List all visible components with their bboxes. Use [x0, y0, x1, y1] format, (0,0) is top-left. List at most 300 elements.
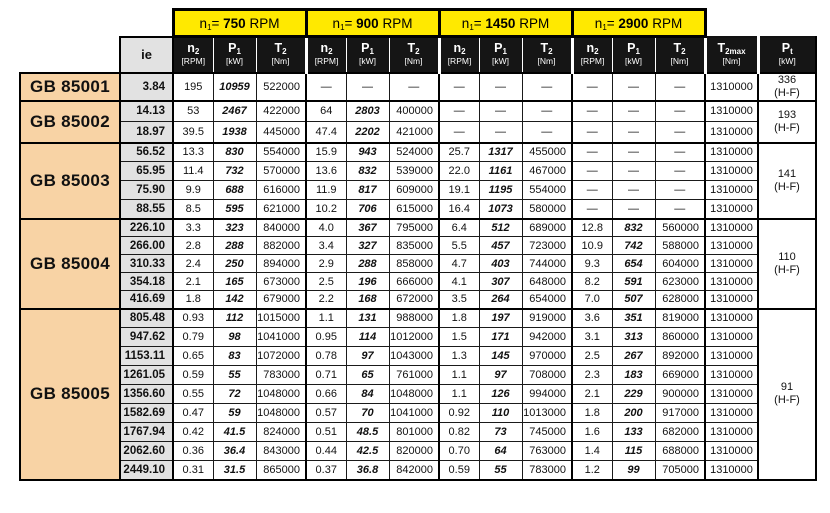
n2-cell: 1.8 — [439, 309, 479, 328]
p1-cell: 65 — [346, 366, 389, 385]
t2-cell: 588000 — [655, 237, 705, 255]
n2-cell: — — [439, 122, 479, 143]
n2-cell: 195 — [173, 73, 213, 101]
table-row — [20, 404, 816, 423]
n2-cell: 53 — [173, 101, 213, 122]
pt-note: (H-F) — [774, 180, 800, 193]
t2max-cell: 1310000 — [705, 143, 758, 162]
n2-cell: 3.5 — [439, 291, 479, 309]
p1-cell: 171 — [479, 328, 522, 347]
t2-cell: 865000 — [256, 461, 306, 480]
col-symbol-base: P — [494, 41, 503, 56]
n2-cell: — — [572, 122, 612, 143]
pt-value: 91 — [780, 381, 794, 393]
speed-unit: RPM — [245, 15, 280, 31]
ie-cell: 88.55 — [120, 200, 173, 219]
t2-cell: — — [522, 101, 572, 122]
p1-cell: 10959 — [213, 73, 256, 101]
n2-cell: 2.1 — [572, 385, 612, 404]
n2-cell: 0.44 — [306, 442, 346, 461]
ie-cell: 14.13 — [120, 101, 173, 122]
col-unit: [kW] — [625, 56, 642, 67]
n2-cell: 0.65 — [173, 347, 213, 366]
n2-cell: 1.1 — [439, 366, 479, 385]
n2-cell: 64 — [306, 101, 346, 122]
p1-cell: 307 — [479, 273, 522, 291]
t2-cell: 1043000 — [389, 347, 439, 366]
t2-cell: 1041000 — [256, 328, 306, 347]
n2-cell: 0.82 — [439, 423, 479, 442]
table-row — [20, 366, 816, 385]
col-symbol — [390, 42, 438, 56]
p1-cell: 36.4 — [213, 442, 256, 461]
n2-cell: 7.0 — [572, 291, 612, 309]
ie-cell: 1767.94 — [120, 423, 173, 442]
T2-column-header — [256, 37, 306, 73]
n2-cell: 3.4 — [306, 237, 346, 255]
ie-cell: 3.84 — [120, 73, 173, 101]
t2-cell: 1048000 — [389, 385, 439, 404]
n2-cell: 0.51 — [306, 423, 346, 442]
t2max-cell: 1310000 — [705, 347, 758, 366]
pt-note: (H-F) — [774, 263, 800, 276]
p1-cell: 595 — [213, 200, 256, 219]
p1-cell: 2467 — [213, 101, 256, 122]
T2-column-header — [655, 37, 705, 73]
col-symbol-base: T — [717, 41, 726, 55]
t2max-cell: 1310000 — [705, 162, 758, 181]
p1-cell: 70 — [346, 404, 389, 423]
ie-cell: 18.97 — [120, 122, 173, 143]
n2-column-header — [572, 37, 612, 73]
table-row — [20, 219, 816, 237]
speed-value: 750 — [223, 15, 246, 31]
n2-cell: 3.6 — [572, 309, 612, 328]
pt-value: 336 — [777, 73, 797, 86]
t2max-cell: 1310000 — [705, 200, 758, 219]
pt-cell — [758, 219, 816, 309]
ie-cell: 354.18 — [120, 273, 173, 291]
n2-cell: 1.2 — [572, 461, 612, 480]
col-unit: [kW] — [359, 56, 376, 67]
speed-symbol: n — [461, 15, 470, 31]
column-header-row — [20, 37, 816, 73]
p1-cell: 110 — [479, 404, 522, 423]
col-unit: [Nm] — [670, 56, 689, 67]
ie-cell: 310.33 — [120, 255, 173, 273]
header-spacer-model — [20, 37, 120, 73]
n2-cell: 2.4 — [173, 255, 213, 273]
ie-cell: 1261.05 — [120, 366, 173, 385]
n2-cell: — — [439, 101, 479, 122]
n2-cell: 10.9 — [572, 237, 612, 255]
n2-cell: 2.2 — [306, 291, 346, 309]
col-unit: [Nm] — [271, 56, 290, 67]
t2max-cell: 1310000 — [705, 461, 758, 480]
t2-cell: 1015000 — [256, 309, 306, 328]
table-row — [20, 162, 816, 181]
n2-cell: — — [572, 143, 612, 162]
n2-cell: 0.59 — [173, 366, 213, 385]
p1-cell: — — [612, 181, 655, 200]
col-symbol-sub: 1 — [502, 47, 507, 57]
speed-symbol: n — [594, 15, 603, 31]
t2max-cell: 1310000 — [705, 73, 758, 101]
t2-cell: — — [655, 181, 705, 200]
t2-cell: 648000 — [522, 273, 572, 291]
model-cell: GB 85003 — [20, 143, 120, 219]
ie-cell: 56.52 — [120, 143, 173, 162]
col-symbol — [257, 42, 305, 56]
p1-cell: 732 — [213, 162, 256, 181]
p1-cell: 31.5 — [213, 461, 256, 480]
n2-cell: 3.3 — [173, 219, 213, 237]
t2-cell: 820000 — [389, 442, 439, 461]
p1-cell: 183 — [612, 366, 655, 385]
t2-cell: 1048000 — [256, 404, 306, 423]
t2-cell: 666000 — [389, 273, 439, 291]
n2-cell: 0.71 — [306, 366, 346, 385]
table-row — [20, 309, 816, 328]
p1-cell: 42.5 — [346, 442, 389, 461]
table-row — [20, 461, 816, 480]
n2-cell: 0.59 — [439, 461, 479, 480]
n2-cell: 0.31 — [173, 461, 213, 480]
p1-cell: 97 — [346, 347, 389, 366]
t2-cell: 554000 — [256, 143, 306, 162]
table-head — [20, 10, 816, 73]
t2-cell: 616000 — [256, 181, 306, 200]
p1-cell: 126 — [479, 385, 522, 404]
p1-cell: 1195 — [479, 181, 522, 200]
p1-cell: 943 — [346, 143, 389, 162]
p1-cell: 351 — [612, 309, 655, 328]
P1-column-header — [213, 37, 256, 73]
t2-cell: — — [655, 73, 705, 101]
table-row — [20, 255, 816, 273]
pt-cell — [758, 309, 816, 480]
ie-cell: 947.62 — [120, 328, 173, 347]
p1-cell: 84 — [346, 385, 389, 404]
t2-cell: 783000 — [522, 461, 572, 480]
p1-cell: 112 — [213, 309, 256, 328]
t2-cell: 421000 — [389, 122, 439, 143]
t2-cell: 763000 — [522, 442, 572, 461]
p1-cell: 267 — [612, 347, 655, 366]
n2-cell: — — [572, 73, 612, 101]
speed-equals: = — [473, 15, 486, 31]
t2-cell: 445000 — [256, 122, 306, 143]
n2-cell: 6.4 — [439, 219, 479, 237]
col-symbol — [707, 42, 757, 56]
t2-cell: 840000 — [256, 219, 306, 237]
t2max-cell: 1310000 — [705, 181, 758, 200]
col-unit: [Nm] — [404, 56, 423, 67]
col-symbol — [347, 42, 389, 56]
col-symbol-sub: t — [790, 47, 793, 56]
t2-cell: 689000 — [522, 219, 572, 237]
col-symbol-base: P — [228, 41, 237, 56]
speed-unit: RPM — [515, 15, 550, 31]
speed-header-row — [20, 10, 816, 37]
t2-cell: — — [655, 162, 705, 181]
col-symbol — [480, 42, 522, 56]
t2max-cell: 1310000 — [705, 328, 758, 347]
n2-cell: 4.0 — [306, 219, 346, 237]
col-unit: [RPM] — [447, 56, 472, 67]
col-unit: [Nm] — [537, 56, 556, 67]
table-row — [20, 143, 816, 162]
t2-cell: 842000 — [389, 461, 439, 480]
p1-cell: 367 — [346, 219, 389, 237]
t2max-cell: 1310000 — [705, 291, 758, 309]
t2-cell: 801000 — [389, 423, 439, 442]
t2-cell: 522000 — [256, 73, 306, 101]
n2-cell: 1.8 — [572, 404, 612, 423]
p1-cell: 99 — [612, 461, 655, 480]
col-symbol-base: T — [274, 41, 283, 56]
table-row — [20, 237, 816, 255]
t2max-cell: 1310000 — [705, 309, 758, 328]
t2-cell: 609000 — [389, 181, 439, 200]
n2-cell: 1.4 — [572, 442, 612, 461]
p1-cell: 229 — [612, 385, 655, 404]
n2-cell: — — [572, 101, 612, 122]
speed-header-1450 — [439, 10, 572, 37]
n2-cell: 0.79 — [173, 328, 213, 347]
p1-cell: — — [612, 200, 655, 219]
t2-cell: 745000 — [522, 423, 572, 442]
t2-cell: 988000 — [389, 309, 439, 328]
p1-cell: 133 — [612, 423, 655, 442]
p1-cell: — — [479, 122, 522, 143]
n2-cell: 9.9 — [173, 181, 213, 200]
col-symbol-sub: 2 — [328, 47, 333, 57]
table-row — [20, 291, 816, 309]
model-cell: GB 85001 — [20, 73, 120, 101]
n2-cell: 39.5 — [173, 122, 213, 143]
P1-column-header — [346, 37, 389, 73]
p1-cell: 98 — [213, 328, 256, 347]
n2-cell: 1.6 — [572, 423, 612, 442]
n2-cell: 2.8 — [173, 237, 213, 255]
col-unit: [RPM] — [314, 56, 339, 67]
t2-cell: 942000 — [522, 328, 572, 347]
n2-cell: 0.55 — [173, 385, 213, 404]
n2-cell: 2.5 — [306, 273, 346, 291]
n2-cell: 0.66 — [306, 385, 346, 404]
col-symbol-base: P — [361, 41, 370, 56]
n2-cell: 11.9 — [306, 181, 346, 200]
t2-cell: 467000 — [522, 162, 572, 181]
pt-cell — [758, 143, 816, 219]
col-symbol-base: T — [673, 41, 682, 56]
t2max-cell: 1310000 — [705, 219, 758, 237]
p1-cell: 115 — [612, 442, 655, 461]
t2-cell: 858000 — [389, 255, 439, 273]
t2-cell: — — [389, 73, 439, 101]
col-symbol-sub: 2 — [548, 47, 553, 57]
p1-cell: 288 — [346, 255, 389, 273]
t2-cell: 669000 — [655, 366, 705, 385]
t2-cell: 539000 — [389, 162, 439, 181]
p1-cell: — — [612, 122, 655, 143]
col-symbol-sub: 2 — [594, 47, 599, 57]
t2-cell: — — [655, 143, 705, 162]
col-symbol-sub: 2max — [725, 47, 746, 56]
n2-column-header — [173, 37, 213, 73]
t2-cell: 819000 — [655, 309, 705, 328]
p1-cell: 832 — [346, 162, 389, 181]
t2-cell: 455000 — [522, 143, 572, 162]
t2-cell: — — [655, 101, 705, 122]
table-row — [20, 73, 816, 101]
P1-column-header — [479, 37, 522, 73]
pt-column-header — [758, 37, 816, 73]
speed-value: 1450 — [485, 15, 516, 31]
speed-equals: = — [344, 15, 357, 31]
col-symbol-base: n — [453, 41, 462, 56]
t2-cell: 654000 — [522, 291, 572, 309]
n2-cell: — — [572, 200, 612, 219]
ie-cell: 1582.69 — [120, 404, 173, 423]
pt-note: (H-F) — [774, 121, 800, 134]
col-symbol — [308, 42, 346, 56]
ie-cell: 805.48 — [120, 309, 173, 328]
t2max-cell: 1310000 — [705, 255, 758, 273]
n2-cell: 0.92 — [439, 404, 479, 423]
t2-cell: 604000 — [655, 255, 705, 273]
n2-cell: 22.0 — [439, 162, 479, 181]
t2-cell: 621000 — [256, 200, 306, 219]
pt-cell — [758, 73, 816, 101]
n2-column-header — [439, 37, 479, 73]
col-unit: [RPM] — [181, 56, 206, 67]
ie-cell: 75.90 — [120, 181, 173, 200]
p1-cell: 288 — [213, 237, 256, 255]
p1-cell: 55 — [479, 461, 522, 480]
gearbox-spec-table — [19, 8, 817, 481]
p1-cell: 197 — [479, 309, 522, 328]
p1-cell: 73 — [479, 423, 522, 442]
t2-cell: 422000 — [256, 101, 306, 122]
p1-cell: 36.8 — [346, 461, 389, 480]
p1-cell: 2202 — [346, 122, 389, 143]
p1-cell: 131 — [346, 309, 389, 328]
t2-cell: 1012000 — [389, 328, 439, 347]
t2-cell: 580000 — [522, 200, 572, 219]
col-symbol-base: T — [407, 41, 416, 56]
t2-cell: — — [655, 200, 705, 219]
ie-cell: 65.95 — [120, 162, 173, 181]
pt-note: (H-F) — [774, 394, 800, 406]
speed-symbol-sub: 1 — [602, 22, 607, 32]
table-row — [20, 101, 816, 122]
t2-cell: 860000 — [655, 328, 705, 347]
t2max-cell: 1310000 — [705, 423, 758, 442]
ie-cell: 266.00 — [120, 237, 173, 255]
p1-cell: 457 — [479, 237, 522, 255]
speed-value: 2900 — [618, 15, 649, 31]
t2-cell: 795000 — [389, 219, 439, 237]
n2-cell: 10.2 — [306, 200, 346, 219]
p1-cell: 250 — [213, 255, 256, 273]
table-row — [20, 273, 816, 291]
p1-cell: 114 — [346, 328, 389, 347]
t2-cell: 843000 — [256, 442, 306, 461]
t2-cell: 623000 — [655, 273, 705, 291]
ie-cell: 1153.11 — [120, 347, 173, 366]
t2-cell: 672000 — [389, 291, 439, 309]
n2-cell: 2.5 — [572, 347, 612, 366]
header-spacer-right — [705, 10, 816, 37]
n2-cell: 1.8 — [173, 291, 213, 309]
t2-cell: 761000 — [389, 366, 439, 385]
n2-cell: 4.1 — [439, 273, 479, 291]
speed-header-750 — [173, 10, 306, 37]
p1-cell: 55 — [213, 366, 256, 385]
p1-cell: — — [479, 73, 522, 101]
pt-value: 110 — [778, 250, 796, 263]
table-row — [20, 442, 816, 461]
p1-cell: 830 — [213, 143, 256, 162]
col-symbol — [656, 42, 704, 56]
n2-cell: 8.5 — [173, 200, 213, 219]
n2-cell: 15.9 — [306, 143, 346, 162]
table-row — [20, 181, 816, 200]
p1-cell: — — [612, 143, 655, 162]
n2-cell: 0.93 — [173, 309, 213, 328]
p1-cell: 97 — [479, 366, 522, 385]
t2-cell: 708000 — [522, 366, 572, 385]
t2-cell: 679000 — [256, 291, 306, 309]
t2-cell: 682000 — [655, 423, 705, 442]
p1-cell: 1161 — [479, 162, 522, 181]
t2-cell: — — [522, 73, 572, 101]
t2-cell: 723000 — [522, 237, 572, 255]
speed-symbol: n — [199, 15, 208, 31]
speed-header-900 — [306, 10, 439, 37]
p1-cell: 1073 — [479, 200, 522, 219]
n2-cell: 2.3 — [572, 366, 612, 385]
t2-cell: 900000 — [655, 385, 705, 404]
t2max-cell: 1310000 — [705, 442, 758, 461]
t2-cell: 835000 — [389, 237, 439, 255]
ie-cell: 1356.60 — [120, 385, 173, 404]
col-symbol-sub: 2 — [681, 47, 686, 57]
n2-cell: 0.95 — [306, 328, 346, 347]
col-symbol-base: P — [781, 41, 791, 55]
col-symbol — [574, 42, 612, 56]
p1-cell: 706 — [346, 200, 389, 219]
t2-cell: 524000 — [389, 143, 439, 162]
table-body — [20, 73, 816, 480]
t2-cell: 628000 — [655, 291, 705, 309]
n2-cell: 5.5 — [439, 237, 479, 255]
p1-cell: 264 — [479, 291, 522, 309]
t2max-cell: 1310000 — [705, 101, 758, 122]
col-symbol — [174, 42, 213, 56]
t2max-cell: 1310000 — [705, 237, 758, 255]
n2-cell: 3.1 — [572, 328, 612, 347]
t2-cell: — — [655, 122, 705, 143]
n2-cell: 8.2 — [572, 273, 612, 291]
n2-cell: 25.7 — [439, 143, 479, 162]
P1-column-header — [612, 37, 655, 73]
t2-cell: 882000 — [256, 237, 306, 255]
p1-cell: 1938 — [213, 122, 256, 143]
p1-cell: 142 — [213, 291, 256, 309]
